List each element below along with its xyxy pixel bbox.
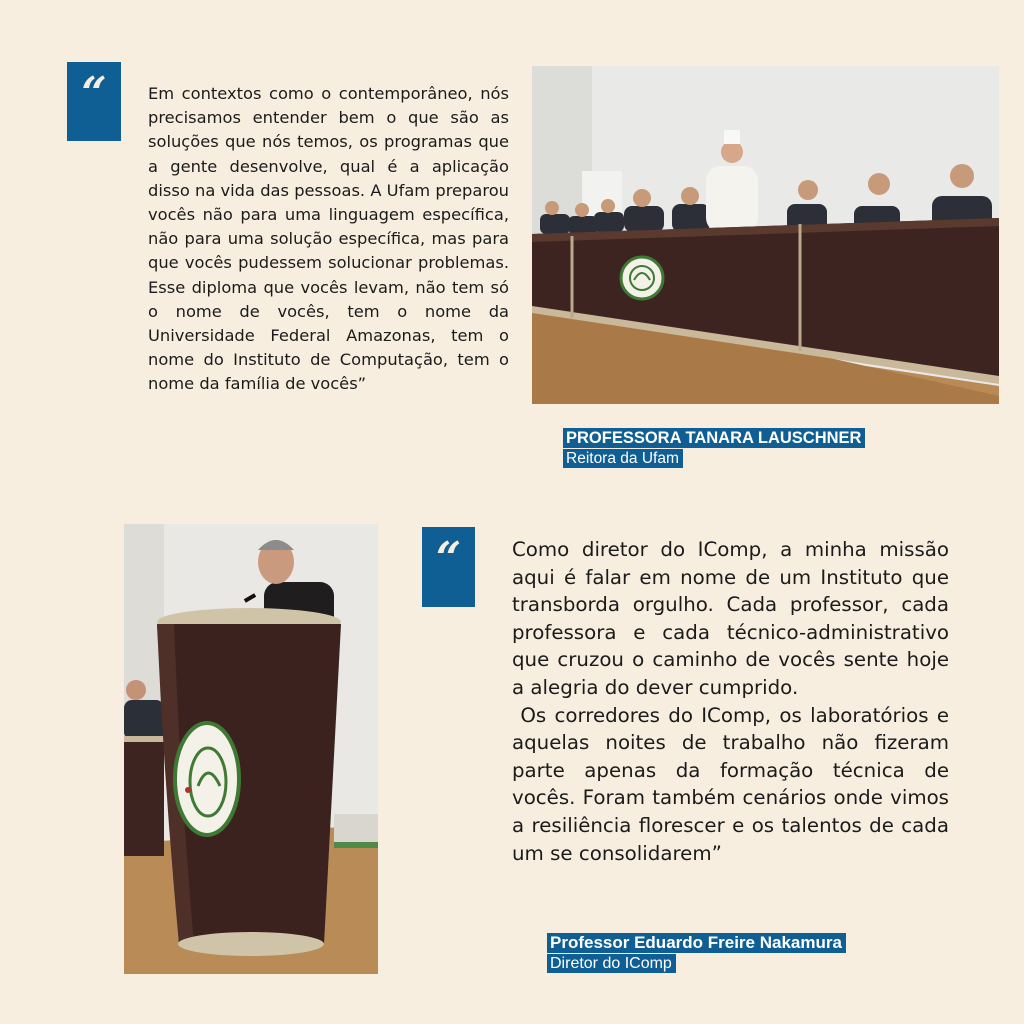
quote-mark-icon: “ xyxy=(67,62,121,141)
director-caption xyxy=(547,933,846,973)
speaker-name: Professor Eduardo Freire Nakamura xyxy=(547,933,846,953)
rector-quote-text: Em contextos como o contemporâneo, nós precisamos entender bem o que são as soluções que nós temos, os programas que a gente desenvolve, qual é a aplicação disso na vida das pessoas. A Ufam preparou vocês não para uma linguagem específica, não para uma solução específica, mas para que vocês pudessem solucionar problemas. Esse diploma que vocês levam, não tem só o nome de vocês, tem o nome da Universidade Federal Amazonas, tem o nome do Instituto de Computação, tem o nome da família de vocês” xyxy=(148,84,509,394)
rector-caption xyxy=(563,428,865,468)
director-quote-paragraph-2: Os corredores do IComp, os laboratórios e aquelas noites de trabalho não fizeram parte apenas da formação técnica de vocês. Foram também cenários onde vimos a resiliência florescer e os talentos de cada um se consolidarem” xyxy=(512,703,956,865)
quote-mark-icon: “ xyxy=(422,527,475,607)
ceremony-table-photo xyxy=(532,66,999,404)
director-quote-paragraph-1: Como diretor do IComp, a minha missão aqui é falar em nome de um Instituto que transborda orgulho. Cada professor, cada professora e cada técnico-administrativo que cruzou o caminho de vocês sente hoje a alegria do dever cumprido. xyxy=(512,538,949,699)
podium-speaker-photo xyxy=(124,524,378,974)
director-quote-text xyxy=(512,536,956,867)
speaker-name: PROFESSORA TANARA LAUSCHNER xyxy=(563,428,865,448)
speaker-role: Diretor do IComp xyxy=(547,954,676,973)
speaker-role: Reitora da Ufam xyxy=(563,449,683,468)
